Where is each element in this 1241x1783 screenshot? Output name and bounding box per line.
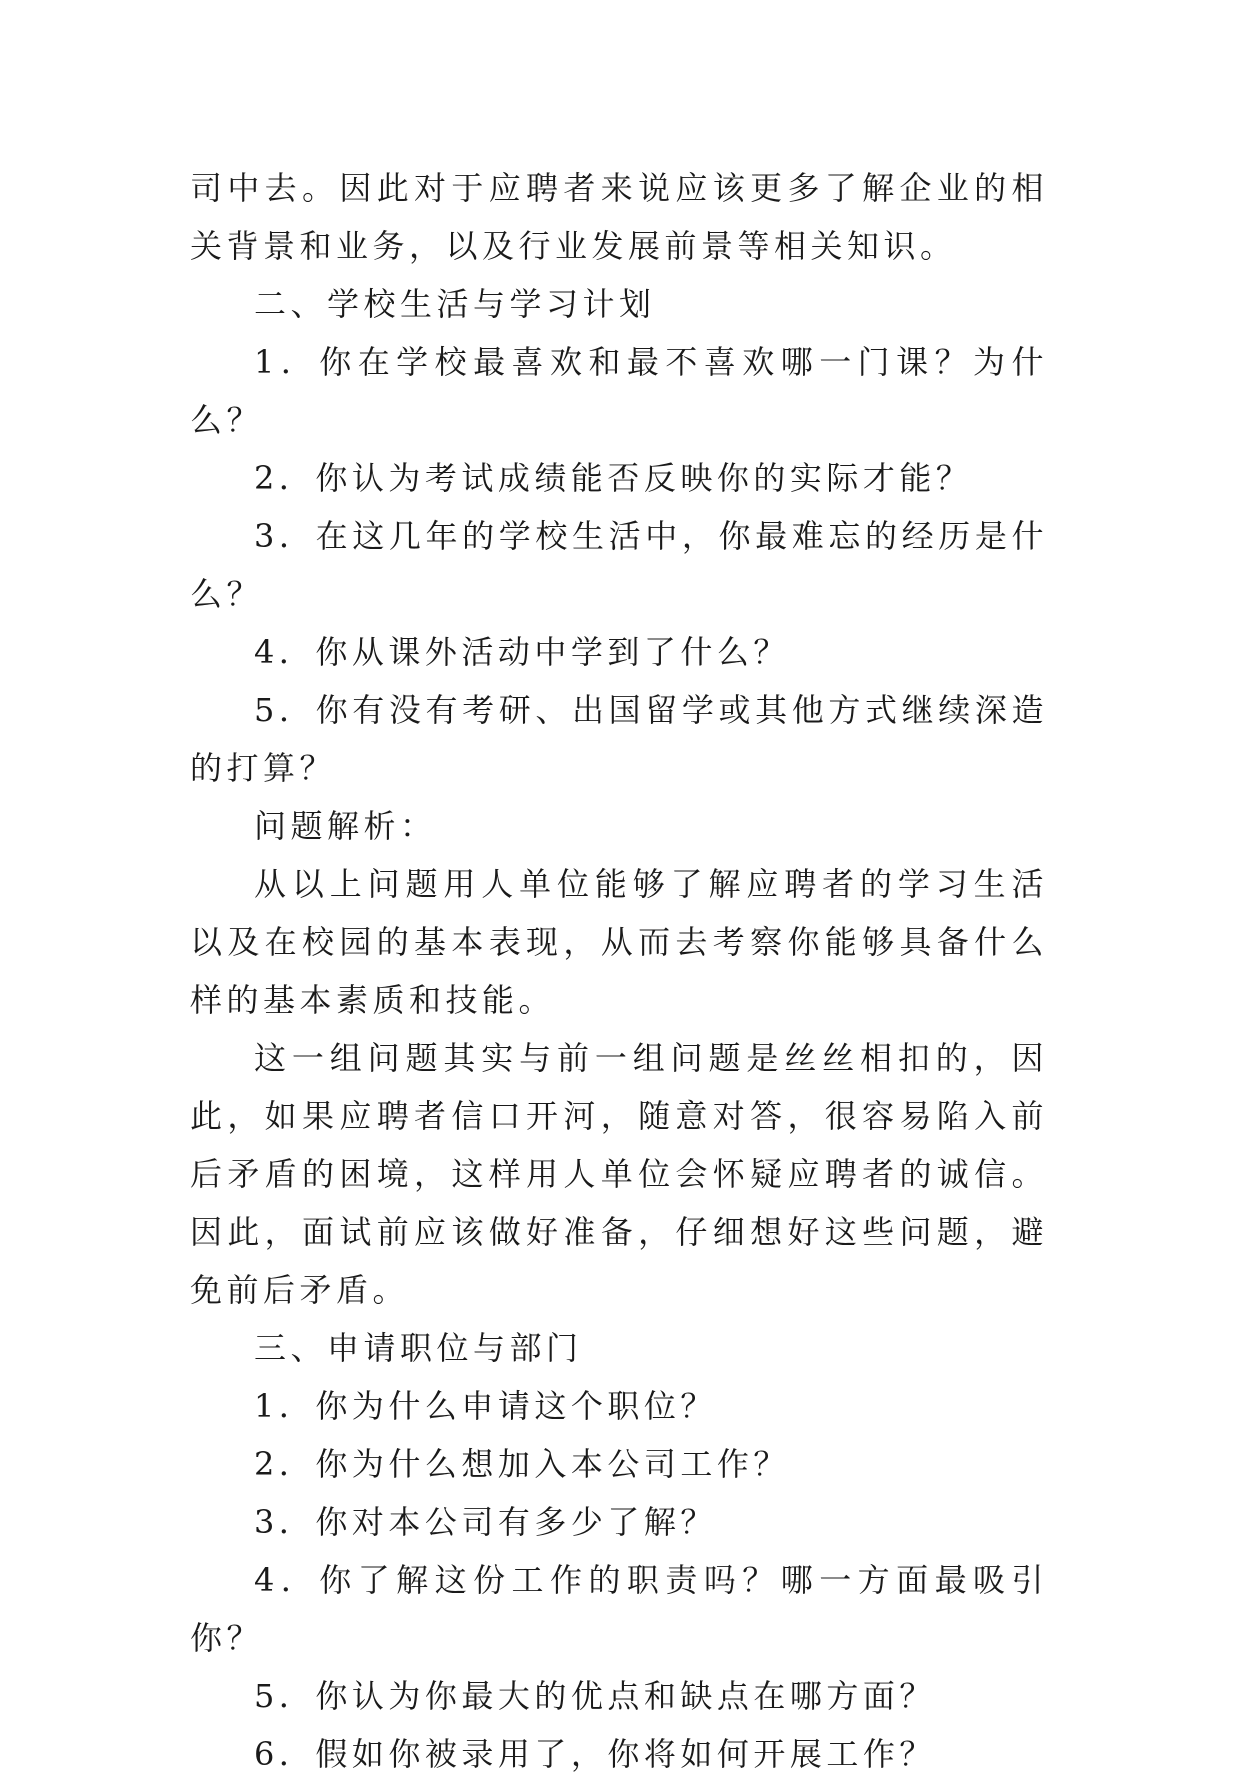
list-item: 3．在这几年的学校生活中，你最难忘的经历是什么？ [190, 517, 1048, 613]
list-item: 3．你对本公司有多少了解？ [254, 1503, 717, 1541]
list-item: 5．你认为你最大的优点和缺点在哪方面？ [254, 1677, 936, 1715]
list-item: 4．你从课外活动中学到了什么？ [254, 633, 790, 671]
list-item: 2．你为什么想加入本公司工作？ [254, 1445, 790, 1483]
paragraph: 从以上问题用人单位能够了解应聘者的学习生活以及在校园的基本表现，从而去考察你能够具备什么样的基本素质和技能。 [190, 865, 1048, 1019]
list-item: 1．你为什么申请这个职位？ [254, 1387, 717, 1425]
list-item: 6．假如你被录用了，你将如何开展工作？ [254, 1735, 936, 1773]
list-item: 5．你有没有考研、出国留学或其他方式继续深造的打算？ [190, 691, 1048, 787]
paragraph: 这一组问题其实与前一组问题是丝丝相扣的，因此，如果应聘者信口开河，随意对答，很容易陷入前后矛盾的困境，这样用人单位会怀疑应聘者的诚信。因此，面试前应该做好准备，仔细想好这些问题，避免前后矛盾。 [190, 1039, 1048, 1309]
list-item: 4．你了解这份工作的职责吗？哪一方面最吸引你？ [190, 1561, 1048, 1657]
document-body [190, 159, 1048, 1783]
paragraph: 司中去。因此对于应聘者来说应该更多了解企业的相关背景和业务，以及行业发展前景等相关知识。 [190, 169, 1048, 265]
list-item: 2．你认为考试成绩能否反映你的实际才能？ [254, 459, 973, 497]
section-heading: 三、申请职位与部门 [254, 1329, 583, 1367]
analysis-heading: 问题解析： [254, 807, 437, 845]
section-heading: 二、学校生活与学习计划 [254, 285, 656, 323]
list-item: 1．你在学校最喜欢和最不喜欢哪一门课？为什么？ [190, 343, 1048, 439]
